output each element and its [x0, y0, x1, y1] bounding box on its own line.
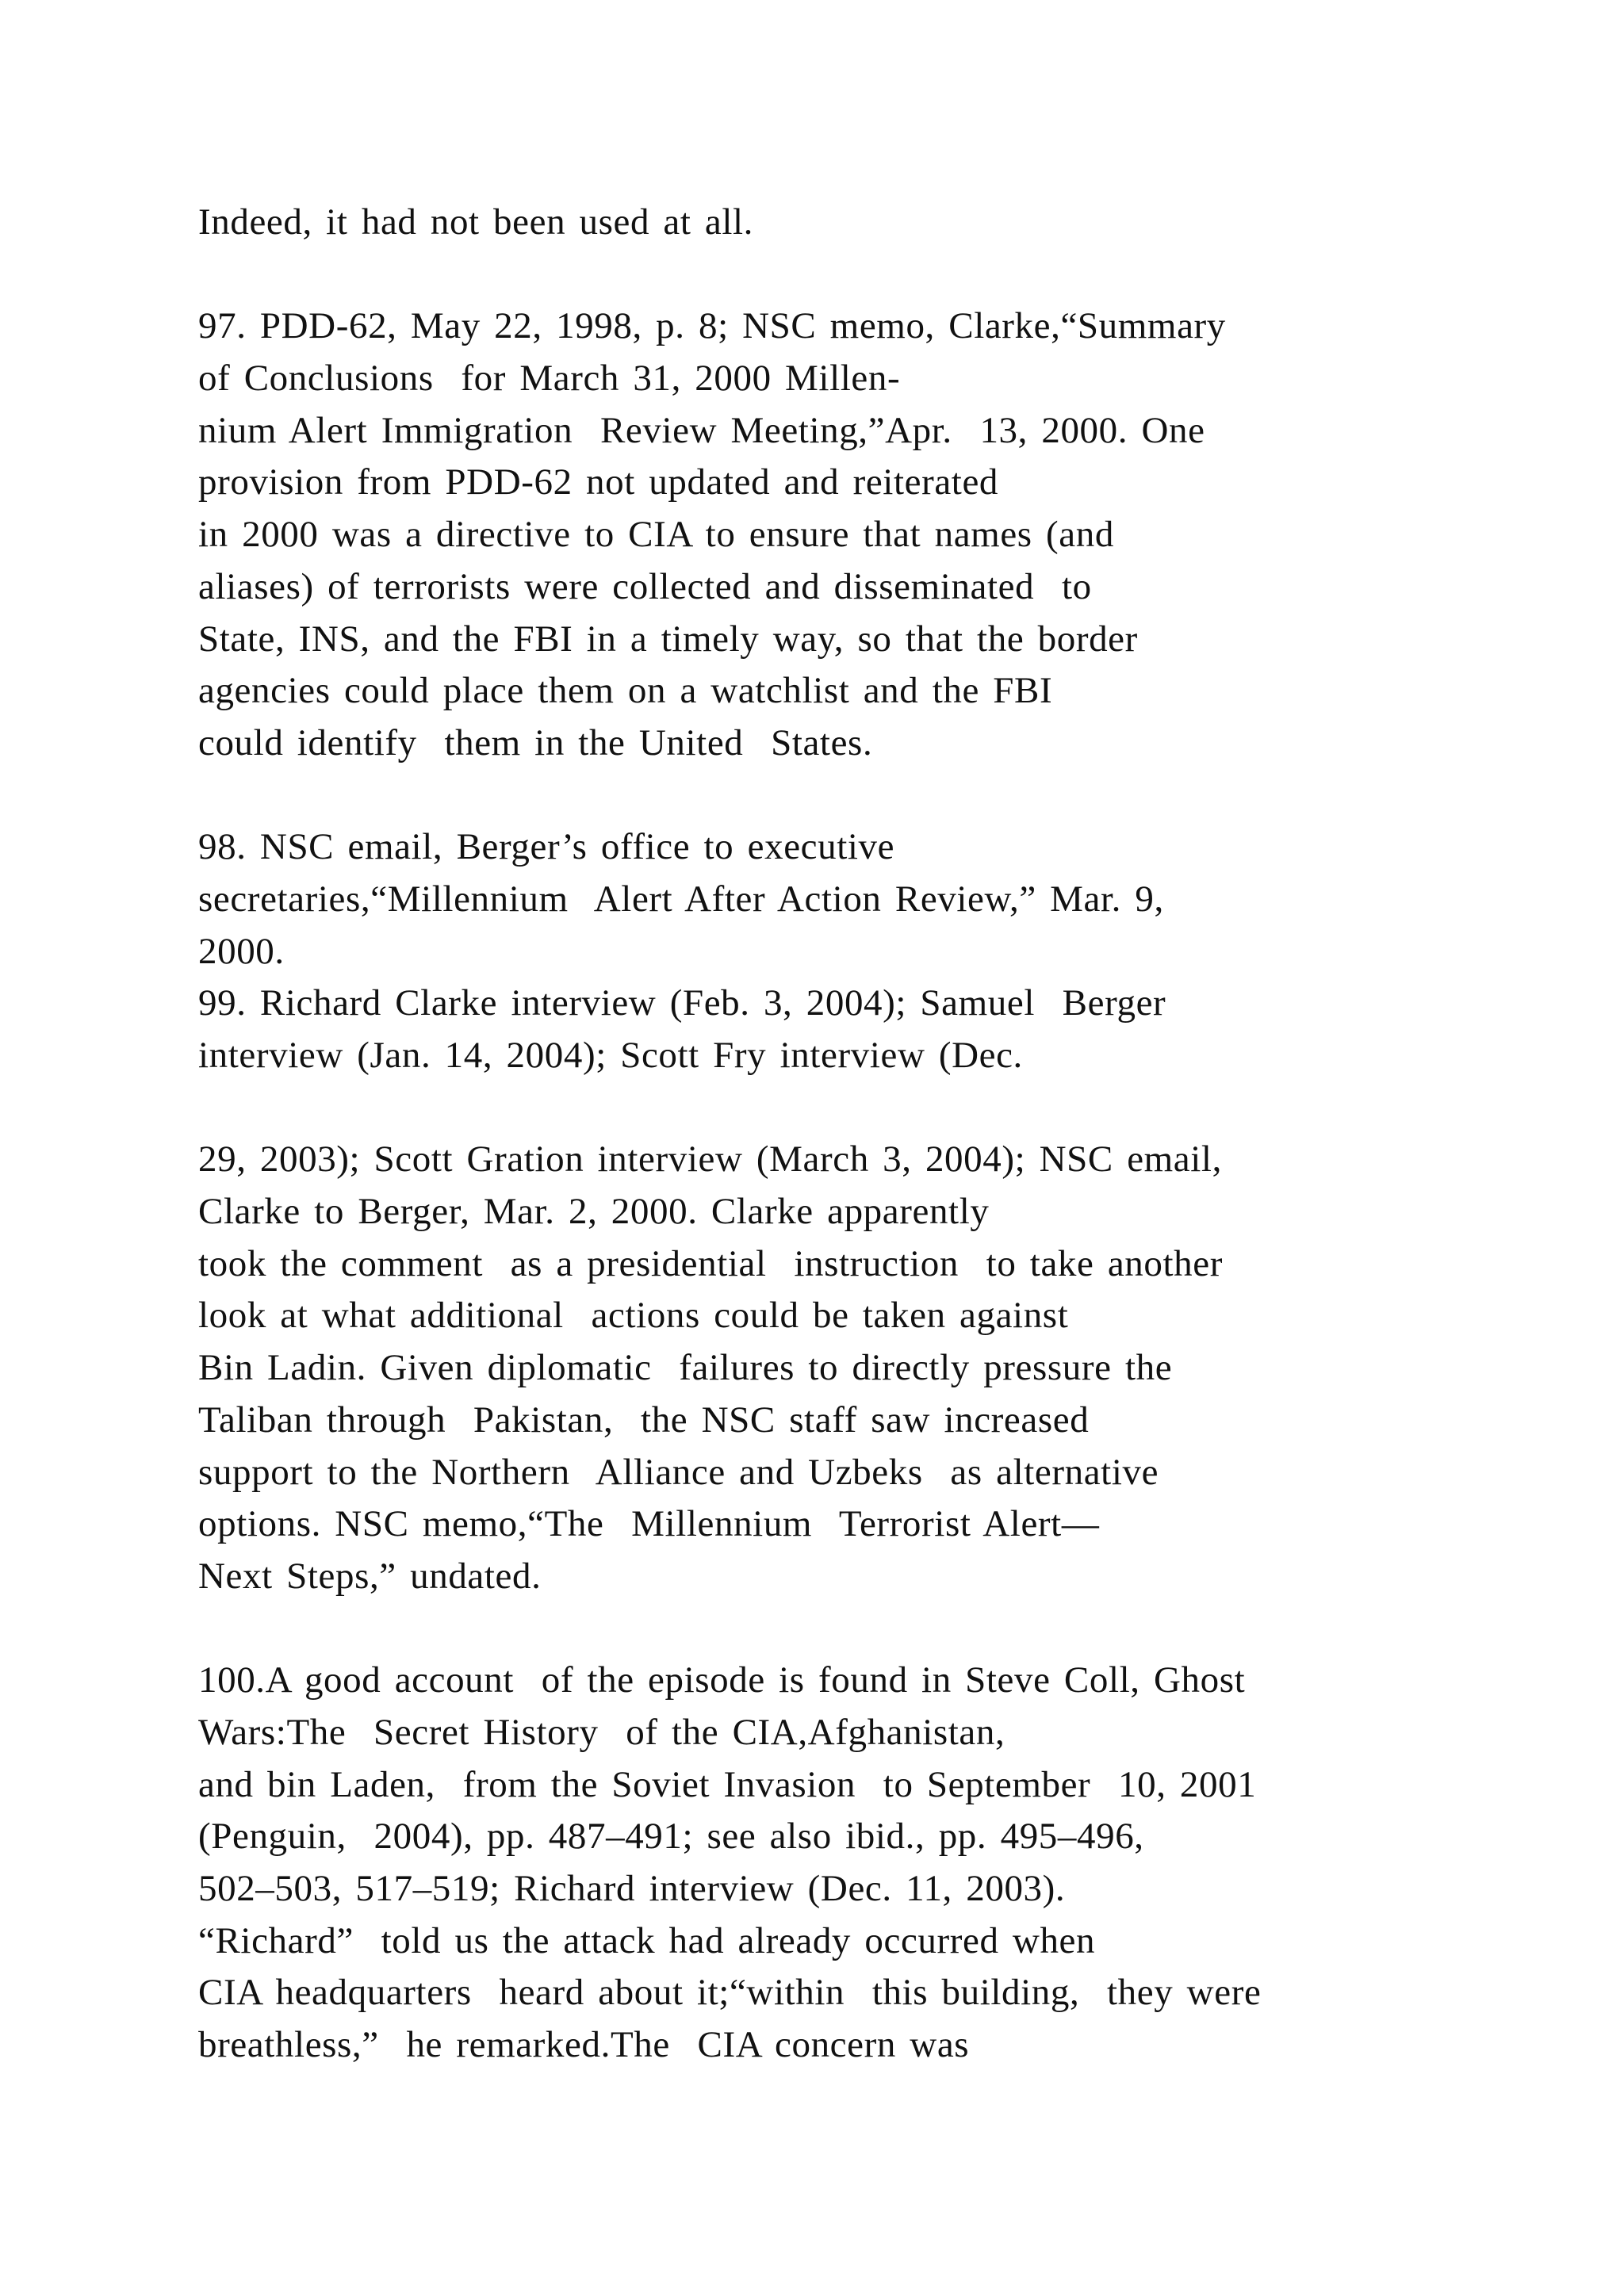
text-line: 97. PDD-62, May 22, 1998, p. 8; NSC memo, Clarke,“Summary [198, 305, 1226, 347]
text-line: secretaries,“Millennium Alert After Action Review,” Mar. 9, [198, 878, 1164, 920]
text-line: agencies could place them on a watchlist and the FBI [198, 670, 1053, 712]
text-line: 100.A good account of the episode is found in Steve Coll, Ghost [198, 1659, 1246, 1701]
text-line: “Richard” told us the attack had already occurred when [198, 1919, 1096, 1961]
text-line: Taliban through Pakistan, the NSC staff saw increased [198, 1399, 1090, 1441]
text-line: look at what additional actions could be taken against [198, 1295, 1069, 1337]
paragraph-spacer [198, 1082, 1515, 1135]
text-line: Next Steps,” undated. [198, 1555, 542, 1597]
text-line: Clarke to Berger, Mar. 2, 2000. Clarke apparently [198, 1191, 990, 1233]
text-line: options. NSC memo,“The Millennium Terrorist Alert— [198, 1503, 1100, 1545]
text-line: (Penguin, 2004), pp. 487–491; see also ibid., pp. 495–496, [198, 1816, 1144, 1858]
text-line: Bin Ladin. Given diplomatic failures to directly pressure the [198, 1347, 1173, 1389]
text-line: CIA headquarters heard about it;“within this building, they were [198, 1972, 1262, 2014]
text-line: breathless,” he remarked.The CIA concern was [198, 2024, 970, 2066]
text-line: provision from PDD-62 not updated and reiterated [198, 461, 999, 503]
text-line: 99. Richard Clarke interview (Feb. 3, 2004); Samuel Berger [198, 982, 1166, 1024]
note-99 [198, 978, 1515, 1081]
text-line: in 2000 was a directive to CIA to ensure that names (and [198, 514, 1114, 556]
text-line: interview (Jan. 14, 2004); Scott Fry interview (Dec. [198, 1035, 1023, 1076]
text-line: aliases) of terrorists were collected and disseminated to [198, 565, 1092, 607]
paragraph-spacer [198, 770, 1515, 822]
text-line: 502–503, 517–519; Richard interview (Dec. 11, 2003). [198, 1868, 1066, 1909]
text-line: of Conclusions for March 31, 2000 Millen- [198, 358, 901, 400]
text-line: Indeed, it had not been used at all. [198, 201, 754, 243]
note-100 [198, 1655, 1515, 2072]
note-98 [198, 821, 1515, 978]
note-97 [198, 300, 1515, 769]
paragraph-spacer [198, 1603, 1515, 1655]
text-line: took the comment as a presidential instruction to take another [198, 1242, 1223, 1284]
text-line: nium Alert Immigration Review Meeting,”Apr. 13, 2000. One [198, 409, 1205, 451]
paragraph-spacer [198, 249, 1515, 301]
text-line: 29, 2003); Scott Gration interview (March 3, 2004); NSC email, [198, 1138, 1222, 1181]
note-99-continued [198, 1134, 1515, 1602]
text-line: could identify them in the United States. [198, 721, 873, 763]
text-line: 98. NSC email, Berger’s office to executive [198, 826, 895, 868]
text-line: Wars:The Secret History of the CIA,Afghanistan, [198, 1711, 1005, 1753]
text-line: support to the Northern Alliance and Uzbeks as alternative [198, 1451, 1159, 1493]
continuation-paragraph [198, 197, 1515, 249]
footnotes-text [198, 197, 1515, 2072]
text-line: and bin Laden, from the Soviet Invasion to September 10, 2001 [198, 1763, 1257, 1805]
text-line: 2000. [198, 930, 285, 972]
text-line: State, INS, and the FBI in a timely way, so that the border [198, 618, 1138, 660]
